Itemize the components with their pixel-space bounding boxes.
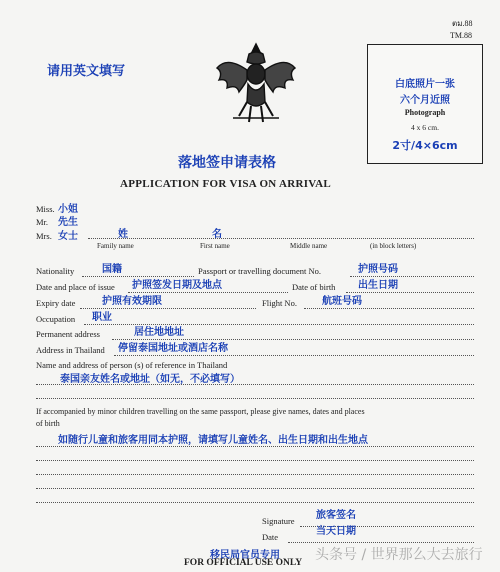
photo-size-cn: 2寸/4×6cm [392, 139, 458, 152]
issue-date-place-cn: 护照签发日期及地点 [132, 280, 222, 291]
watermark: 头条号 / 世界那么大去旅行 [315, 547, 483, 563]
expiry-date-label: Expiry date [36, 298, 76, 308]
fill-in-english-note: 请用英文填写 [47, 64, 126, 79]
nationality-label: Nationality [36, 266, 75, 276]
children-field-3[interactable] [36, 474, 474, 475]
salutation-miss-cn: 小姐 [58, 204, 78, 215]
occupation-label: Occupation [36, 314, 76, 324]
children-label-2: of birth [36, 419, 60, 428]
reference-cn: 泰国亲友姓名或地址（如无，不必填写） [60, 374, 240, 385]
family-name-label: Family name [97, 242, 134, 250]
block-letters-label: (in block letters) [370, 242, 417, 250]
garuda-emblem-icon [213, 40, 299, 126]
children-field-2[interactable] [36, 460, 474, 461]
thailand-address-field[interactable] [114, 355, 474, 356]
official-use-cn: 移民局官员专用 [210, 550, 280, 561]
permanent-address-label: Permanent address [36, 329, 100, 339]
children-field-4[interactable] [36, 488, 474, 489]
official-use-en: FOR OFFICIAL USE ONLY [184, 558, 303, 568]
date-of-birth-field[interactable] [346, 292, 474, 293]
signature-cn: 旅客签名 [316, 510, 356, 521]
form-code-thai: ตม.88 [452, 19, 473, 28]
photograph-label: Photograph [404, 108, 446, 117]
middle-name-label: Middle name [290, 242, 328, 250]
flight-number-cn: 航班号码 [322, 296, 362, 307]
given-name-cn: 名 [212, 229, 222, 240]
signature-label: Signature [262, 516, 295, 526]
reference-label: Name and address of person (s) of reference in Thailand [36, 360, 228, 370]
passport-number-label: Passport or travelling document No. [198, 266, 321, 276]
salutation-mrs-cn: 女士 [58, 231, 78, 242]
thailand-address-label: Address in Thailand [36, 345, 105, 355]
permanent-address-cn: 居住地地址 [134, 327, 184, 338]
title-en: APPLICATION FOR VISA ON ARRIVAL [120, 178, 332, 190]
date-of-birth-cn: 出生日期 [358, 280, 398, 291]
date-cn: 当天日期 [316, 526, 356, 537]
children-field-1[interactable] [36, 446, 474, 447]
salutation-mr-cn: 先生 [58, 217, 78, 228]
flight-number-label: Flight No. [262, 298, 297, 308]
salutation-miss: Miss. [36, 204, 55, 214]
reference-field-1[interactable] [36, 384, 474, 385]
children-label: If accompanied by minor children travelling on the same passport, please give names, dates and places [36, 407, 365, 416]
expiry-date-cn: 护照有效期限 [102, 296, 162, 307]
children-field-5[interactable] [36, 502, 474, 503]
reference-field-2[interactable] [36, 398, 474, 399]
surname-cn: 姓 [118, 229, 128, 240]
form-code: TM.88 [450, 31, 472, 40]
date-field[interactable] [288, 542, 474, 543]
date-label: Date [262, 532, 279, 542]
salutation-mrs: Mrs. [36, 231, 52, 241]
first-name-label: First name [200, 242, 230, 250]
flight-number-field[interactable] [304, 308, 474, 309]
children-cn: 如随行儿童和旅客用同本护照，请填写儿童姓名、出生日期和出生地点 [58, 435, 368, 446]
thailand-address-cn: 停留泰国地址或酒店名称 [118, 343, 228, 354]
photo-requirement-2: 六个月近照 [400, 95, 450, 106]
date-of-birth-label: Date of birth [292, 282, 336, 292]
occupation-cn: 职业 [92, 312, 112, 323]
salutation-mr: Mr. [36, 217, 49, 227]
photo-size-en: 4 x 6 cm. [411, 123, 439, 132]
photo-box [367, 44, 483, 164]
nationality-cn: 国籍 [102, 264, 122, 275]
photo-requirement-1: 白底照片一张 [395, 79, 455, 90]
issue-date-place-label: Date and place of issue [36, 282, 115, 292]
name-line[interactable] [88, 238, 474, 239]
passport-number-cn: 护照号码 [358, 264, 398, 275]
title-cn: 落地签申请表格 [178, 155, 276, 171]
